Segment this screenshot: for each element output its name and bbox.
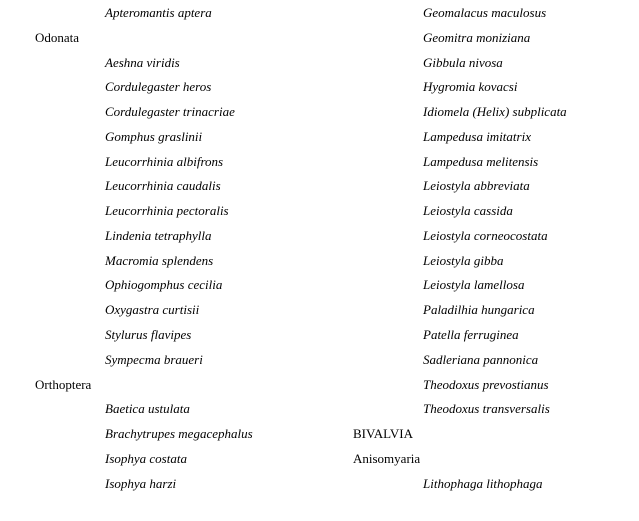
list-item: Paladilhia hungarica: [423, 302, 535, 317]
list-item: Brachytrupes megacephalus: [105, 426, 253, 441]
list-item: Isophya harzi: [105, 476, 177, 491]
list-item: Leiostyla cassida: [423, 203, 513, 218]
list-item: Lampedusa imitatrix: [423, 129, 531, 144]
list-item: Patella ferruginea: [423, 327, 519, 342]
list-item: Theodoxus prevostianus: [423, 377, 549, 392]
list-item: Geomalacus maculosus: [423, 5, 547, 20]
list-item: Idiomela (Helix) subplicata: [423, 104, 567, 119]
list-item: Stylurus flavipes: [105, 327, 192, 342]
list-item: Macromia splendens: [105, 253, 214, 268]
list-item: Ophiogomphus cecilia: [105, 277, 223, 292]
list-item: Lampedusa melitensis: [423, 154, 539, 169]
list-item: Sympecma braueri: [105, 352, 203, 367]
list-item: Sadleriana pannonica: [423, 352, 539, 367]
group-heading: BIVALVIA: [353, 426, 413, 441]
list-item: Leucorrhinia pectoralis: [105, 203, 229, 218]
list-item: Geomitra moniziana: [423, 30, 531, 45]
list-item: Apteromantis aptera: [105, 5, 212, 20]
group-heading: Anisomyaria: [353, 451, 421, 466]
list-item: Gomphus graslinii: [105, 129, 203, 144]
list-item: Leiostyla corneocostata: [423, 228, 548, 243]
list-item: Leiostyla abbreviata: [423, 178, 530, 193]
list-item: Leiostyla lamellosa: [423, 277, 525, 292]
list-item: Lindenia tetraphylla: [105, 228, 212, 243]
list-item: Baetica ustulata: [105, 401, 190, 416]
list-item: Cordulegaster heros: [105, 79, 212, 94]
list-item: Leucorrhinia caudalis: [105, 178, 221, 193]
group-heading: Orthoptera: [35, 377, 92, 392]
list-item: Leucorrhinia albifrons: [105, 154, 224, 169]
list-item: Isophya costata: [105, 451, 187, 466]
list-item: Theodoxus transversalis: [423, 401, 550, 416]
list-item: Aeshna viridis: [105, 55, 180, 70]
group-heading: Odonata: [35, 30, 80, 45]
list-item: Oxygastra curtisii: [105, 302, 200, 317]
list-item: Leiostyla gibba: [423, 253, 504, 268]
list-item: Lithophaga lithophaga: [423, 476, 543, 491]
list-item: Cordulegaster trinacriae: [105, 104, 235, 119]
list-item: Hygromia kovacsi: [423, 79, 518, 94]
list-item: Gibbula nivosa: [423, 55, 503, 70]
